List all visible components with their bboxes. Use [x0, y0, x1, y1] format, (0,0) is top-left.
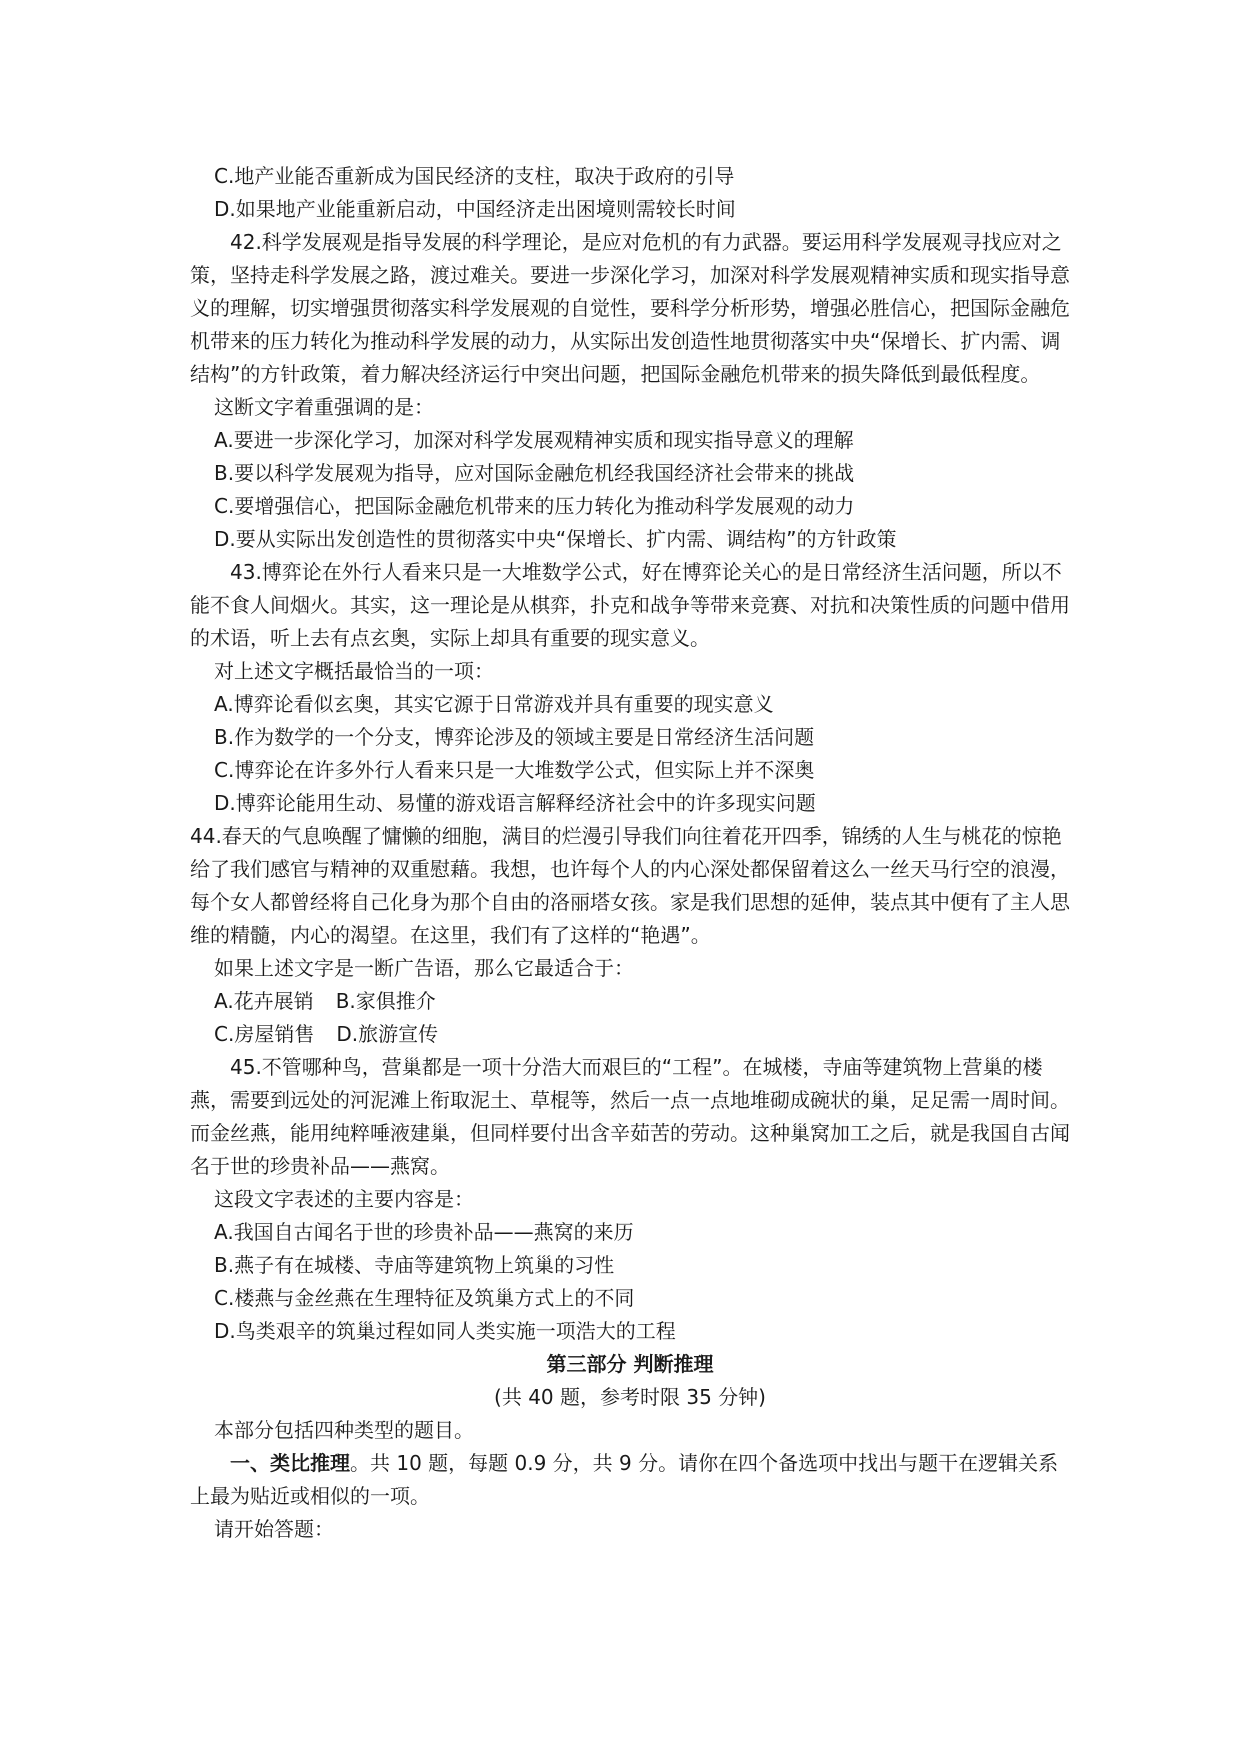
- q44-option-a: A.花卉展销: [214, 989, 314, 1013]
- q44-option-c: C.房屋销售: [214, 1022, 315, 1046]
- q44-options-row1: [190, 985, 1070, 1018]
- q41-option-c: C.地产业能否重新成为国民经济的支柱，取决于政府的引导: [214, 164, 735, 188]
- q43-prompt: 对上述文字概括最恰当的一项：: [214, 659, 494, 683]
- q42-option-d: D.要从实际出发创造性的贯彻落实中央“保增长、扩内需、调结构”的方针政策: [214, 527, 897, 551]
- analogy-instructions: [190, 1447, 1070, 1513]
- document-page: [190, 160, 1070, 1546]
- q44-prompt: 如果上述文字是一断广告语，那么它最适合于：: [214, 956, 634, 980]
- q42-option-c: C.要增强信心，把国际金融危机带来的压力转化为推动科学发展观的动力: [214, 494, 855, 518]
- analogy-text: 。共 10 题，每题 0.9 分，共 9 分。请你在四个备选项中找出与题干在逻辑关系上最为贴近或相似的一项。: [190, 1451, 1059, 1508]
- q44-option-b: B.家俱推介: [335, 989, 436, 1013]
- q44-options-row2: [190, 1018, 1070, 1051]
- section-intro: 本部分包括四种类型的题目。: [214, 1418, 474, 1442]
- q43-option-c: C.博弈论在许多外行人看来只是一大堆数学公式，但实际上并不深奥: [214, 758, 815, 782]
- section-subtitle: (共 40 题，参考时限 35 分钟): [494, 1385, 766, 1409]
- q43-passage: 43.博弈论在外行人看来只是一大堆数学公式，好在博弈论关心的是日常经济生活问题，所以不能不食人间烟火。其实，这一理论是从棋弈，扑克和战争等带来竞赛、对抗和决策性质的问题中借用的术语，听上去有点玄奥，实际上却具有重要的现实意义。: [190, 560, 1070, 650]
- q43-option-b: B.作为数学的一个分支，博弈论涉及的领域主要是日常经济生活问题: [214, 725, 815, 749]
- q45-option-c: C.楼燕与金丝燕在生理特征及筑巢方式上的不同: [214, 1286, 635, 1310]
- q41-option-d: D.如果地产业能重新启动，中国经济走出困境则需较长时间: [214, 197, 736, 221]
- q45-prompt: 这段文字表述的主要内容是：: [214, 1187, 474, 1211]
- q42-prompt: 这断文字着重强调的是：: [214, 395, 434, 419]
- section-title: 第三部分 判断推理: [546, 1352, 714, 1376]
- q45-option-a: A.我国自古闻名于世的珍贵补品——燕窝的来历: [214, 1220, 634, 1244]
- q45-option-b: B.燕子有在城楼、寺庙等建筑物上筑巢的习性: [214, 1253, 615, 1277]
- q42-option-b: B.要以科学发展观为指导，应对国际金融危机经我国经济社会带来的挑战: [214, 461, 855, 485]
- q44-option-d: D.旅游宣传: [336, 1022, 439, 1046]
- q43-option-a: A.博弈论看似玄奥，其实它源于日常游戏并具有重要的现实意义: [214, 692, 774, 716]
- q45-passage: 45.不管哪种鸟，营巢都是一项十分浩大而艰巨的“工程”。在城楼，寺庙等建筑物上营巢的楼燕，需要到远处的河泥滩上衔取泥土、草棍等，然后一点一点地堆砌成碗状的巢，足足需一周时间。而金丝燕，能用纯粹唾液建巢，但同样要付出含辛茹苦的劳动。这种巢窝加工之后，就是我国自古闻名于世的珍贵补品——燕窝。: [190, 1055, 1070, 1178]
- q45-option-d: D.鸟类艰辛的筑巢过程如同人类实施一项浩大的工程: [214, 1319, 676, 1343]
- analogy-heading: 一、类比推理: [230, 1451, 350, 1475]
- q42-option-a: A.要进一步深化学习，加深对科学发展观精神实质和现实指导意义的理解: [214, 428, 854, 452]
- q44-passage: 44.春天的气息唤醒了慵懒的细胞，满目的烂漫引导我们向往着花开四季，锦绣的人生与桃花的惊艳给了我们感官与精神的双重慰藉。我想，也许每个人的内心深处都保留着这么一丝天马行空的浪漫，每个女人都曾经将自己化身为那个自由的洛丽塔女孩。家是我们思想的延伸，装点其中便有了主人思维的精髓，内心的渴望。在这里，我们有了这样的“艳遇”。: [190, 824, 1070, 947]
- q43-option-d: D.博弈论能用生动、易懂的游戏语言解释经济社会中的许多现实问题: [214, 791, 816, 815]
- q42-passage: 42.科学发展观是指导发展的科学理论，是应对危机的有力武器。要运用科学发展观寻找应对之策，坚持走科学发展之路，渡过难关。要进一步深化学习，加深对科学发展观精神实质和现实指导意义的理解，切实增强贯彻落实科学发展观的自觉性，要科学分析形势，增强必胜信心，把国际金融危机带来的压力转化为推动科学发展的动力，从实际出发创造性地贯彻落实中央“保增长、扩内需、调结构”的方针政策，着力解决经济运行中突出问题，把国际金融危机带来的损失降低到最低程度。: [190, 230, 1070, 386]
- start-prompt: 请开始答题：: [214, 1517, 334, 1541]
